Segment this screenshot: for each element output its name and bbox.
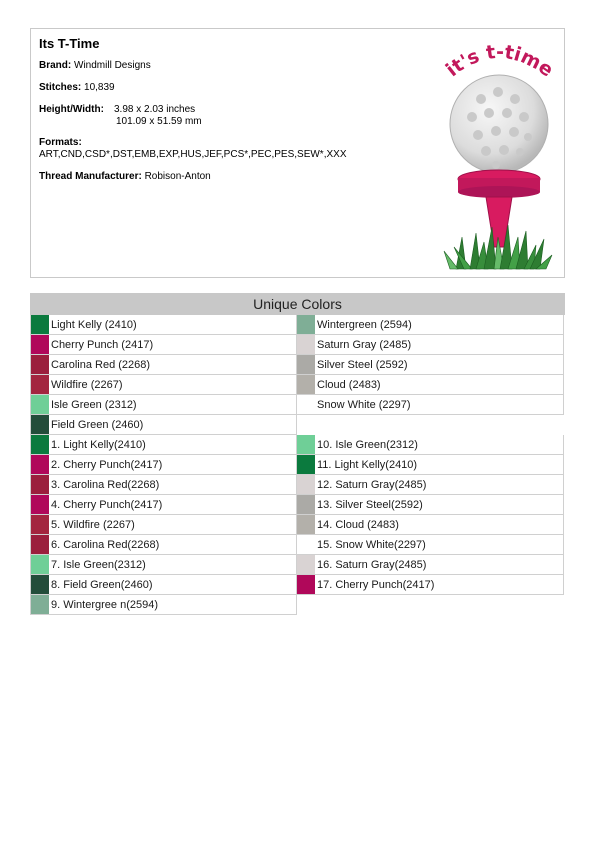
unique-color-row — [30, 355, 297, 375]
unique-color-row — [30, 415, 297, 435]
sequence-color-row — [30, 475, 297, 495]
sequence-color-row — [30, 575, 297, 595]
color-name: Saturn Gray (2485) — [317, 339, 412, 351]
unique-colors-table — [30, 293, 565, 615]
color-name: 9. Wintergree n(2594) — [51, 599, 158, 611]
sequence-color-row — [30, 595, 297, 615]
unique-color-row — [30, 315, 297, 335]
color-swatch — [297, 495, 315, 514]
color-name: 4. Cherry Punch(2417) — [51, 499, 163, 511]
unique-color-row — [30, 395, 297, 415]
color-name: Wildfire (2267) — [51, 379, 123, 391]
color-swatch — [31, 575, 49, 594]
color-name: Cherry Punch (2417) — [51, 339, 154, 351]
color-name: Carolina Red (2268) — [51, 359, 151, 371]
sequence-color-row — [30, 555, 297, 575]
sequence-color-row — [30, 515, 297, 535]
design-preview-image — [436, 37, 561, 272]
unique-color-row — [297, 355, 564, 375]
color-swatch — [297, 375, 315, 394]
color-swatch — [31, 535, 49, 554]
color-swatch — [31, 515, 49, 534]
color-name: 2. Cherry Punch(2417) — [51, 459, 163, 471]
height-width-inches: 3.98 x 2.03 inches — [114, 104, 196, 115]
unique-color-row — [30, 335, 297, 355]
color-swatch — [31, 495, 49, 514]
color-name: 11. Light Kelly(2410) — [317, 459, 418, 471]
brand-label: Brand: — [39, 60, 72, 71]
color-name: 3. Carolina Red(2268) — [51, 479, 160, 491]
color-name: 1. Light Kelly(2410) — [51, 439, 146, 451]
sequence-color-row — [297, 495, 564, 515]
color-name: 5. Wildfire (2267) — [51, 519, 135, 531]
color-swatch — [31, 555, 49, 574]
unique-color-row — [297, 335, 564, 355]
color-name: 15. Snow White(2297) — [317, 539, 426, 551]
thread-manufacturer-label: Thread Manufacturer: — [39, 171, 142, 182]
stitches-label: Stitches: — [39, 82, 82, 93]
sequence-color-row — [297, 435, 564, 455]
sequence-color-row — [297, 455, 564, 475]
formats-field — [39, 137, 439, 161]
thread-manufacturer-field — [39, 171, 211, 183]
color-swatch — [31, 595, 49, 614]
design-info-panel — [30, 28, 565, 278]
color-name: 12. Saturn Gray(2485) — [317, 479, 427, 491]
color-swatch — [31, 355, 49, 374]
sequence-color-row — [297, 515, 564, 535]
color-name: Field Green (2460) — [51, 419, 144, 431]
height-width-label: Height/Width: — [39, 104, 104, 115]
sequence-color-row — [297, 575, 564, 595]
formats-value: ART,CND,CSD*,DST,EMB,EXP,HUS,JEF,PCS*,PEC,PES,SEW*,XXX — [39, 149, 347, 160]
color-name: Wintergreen (2594) — [317, 319, 412, 331]
colors-grid — [30, 315, 565, 615]
sequence-color-row — [30, 455, 297, 475]
sequence-color-row — [30, 435, 297, 455]
color-swatch — [297, 575, 315, 594]
color-name: Cloud (2483) — [317, 379, 381, 391]
unique-color-row — [297, 315, 564, 335]
color-swatch — [297, 455, 315, 474]
golf-ball-on-tee-illustration — [436, 37, 561, 272]
color-swatch — [297, 395, 315, 414]
color-swatch — [31, 455, 49, 474]
thread-manufacturer-value: Robison-Anton — [144, 171, 211, 182]
color-name: Isle Green (2312) — [51, 399, 137, 411]
color-swatch — [31, 475, 49, 494]
stitches-value: 10,839 — [84, 82, 115, 93]
color-swatch — [31, 375, 49, 394]
sequence-color-row — [30, 535, 297, 555]
color-swatch — [297, 475, 315, 494]
color-swatch — [31, 435, 49, 454]
brand-field — [39, 60, 151, 72]
height-width-field — [39, 104, 202, 127]
color-swatch — [31, 335, 49, 354]
color-name: 17. Cherry Punch(2417) — [317, 579, 435, 591]
color-name: Silver Steel (2592) — [317, 359, 408, 371]
unique-colors-title: Unique Colors — [30, 293, 565, 315]
color-name: 6. Carolina Red(2268) — [51, 539, 160, 551]
color-name: Light Kelly (2410) — [51, 319, 137, 331]
color-name: 8. Field Green(2460) — [51, 579, 153, 591]
sequence-color-row — [297, 475, 564, 495]
design-title: Its T-Time — [39, 36, 100, 51]
unique-color-row — [297, 375, 564, 395]
color-swatch — [31, 415, 49, 434]
color-swatch — [297, 515, 315, 534]
color-name: 13. Silver Steel(2592) — [317, 499, 423, 511]
unique-color-row — [297, 395, 564, 415]
color-name: Snow White (2297) — [317, 399, 411, 411]
stitches-field — [39, 82, 115, 94]
color-swatch — [31, 315, 49, 334]
color-name: 10. Isle Green(2312) — [317, 439, 418, 451]
color-name: 14. Cloud (2483) — [317, 519, 399, 531]
color-name: 7. Isle Green(2312) — [51, 559, 146, 571]
height-width-mm: 101.09 x 51.59 mm — [116, 116, 202, 127]
color-name: 16. Saturn Gray(2485) — [317, 559, 427, 571]
color-swatch — [297, 535, 315, 554]
brand-value: Windmill Designs — [74, 60, 151, 71]
color-swatch — [297, 435, 315, 454]
color-swatch — [297, 355, 315, 374]
formats-label: Formats: — [39, 137, 82, 148]
unique-color-row — [30, 375, 297, 395]
logo-text: it's t-time — [441, 40, 558, 82]
color-swatch — [31, 395, 49, 414]
color-swatch — [297, 315, 315, 334]
color-swatch — [297, 335, 315, 354]
sequence-color-row — [297, 535, 564, 555]
sequence-color-row — [297, 555, 564, 575]
sequence-color-row — [30, 495, 297, 515]
color-swatch — [297, 555, 315, 574]
